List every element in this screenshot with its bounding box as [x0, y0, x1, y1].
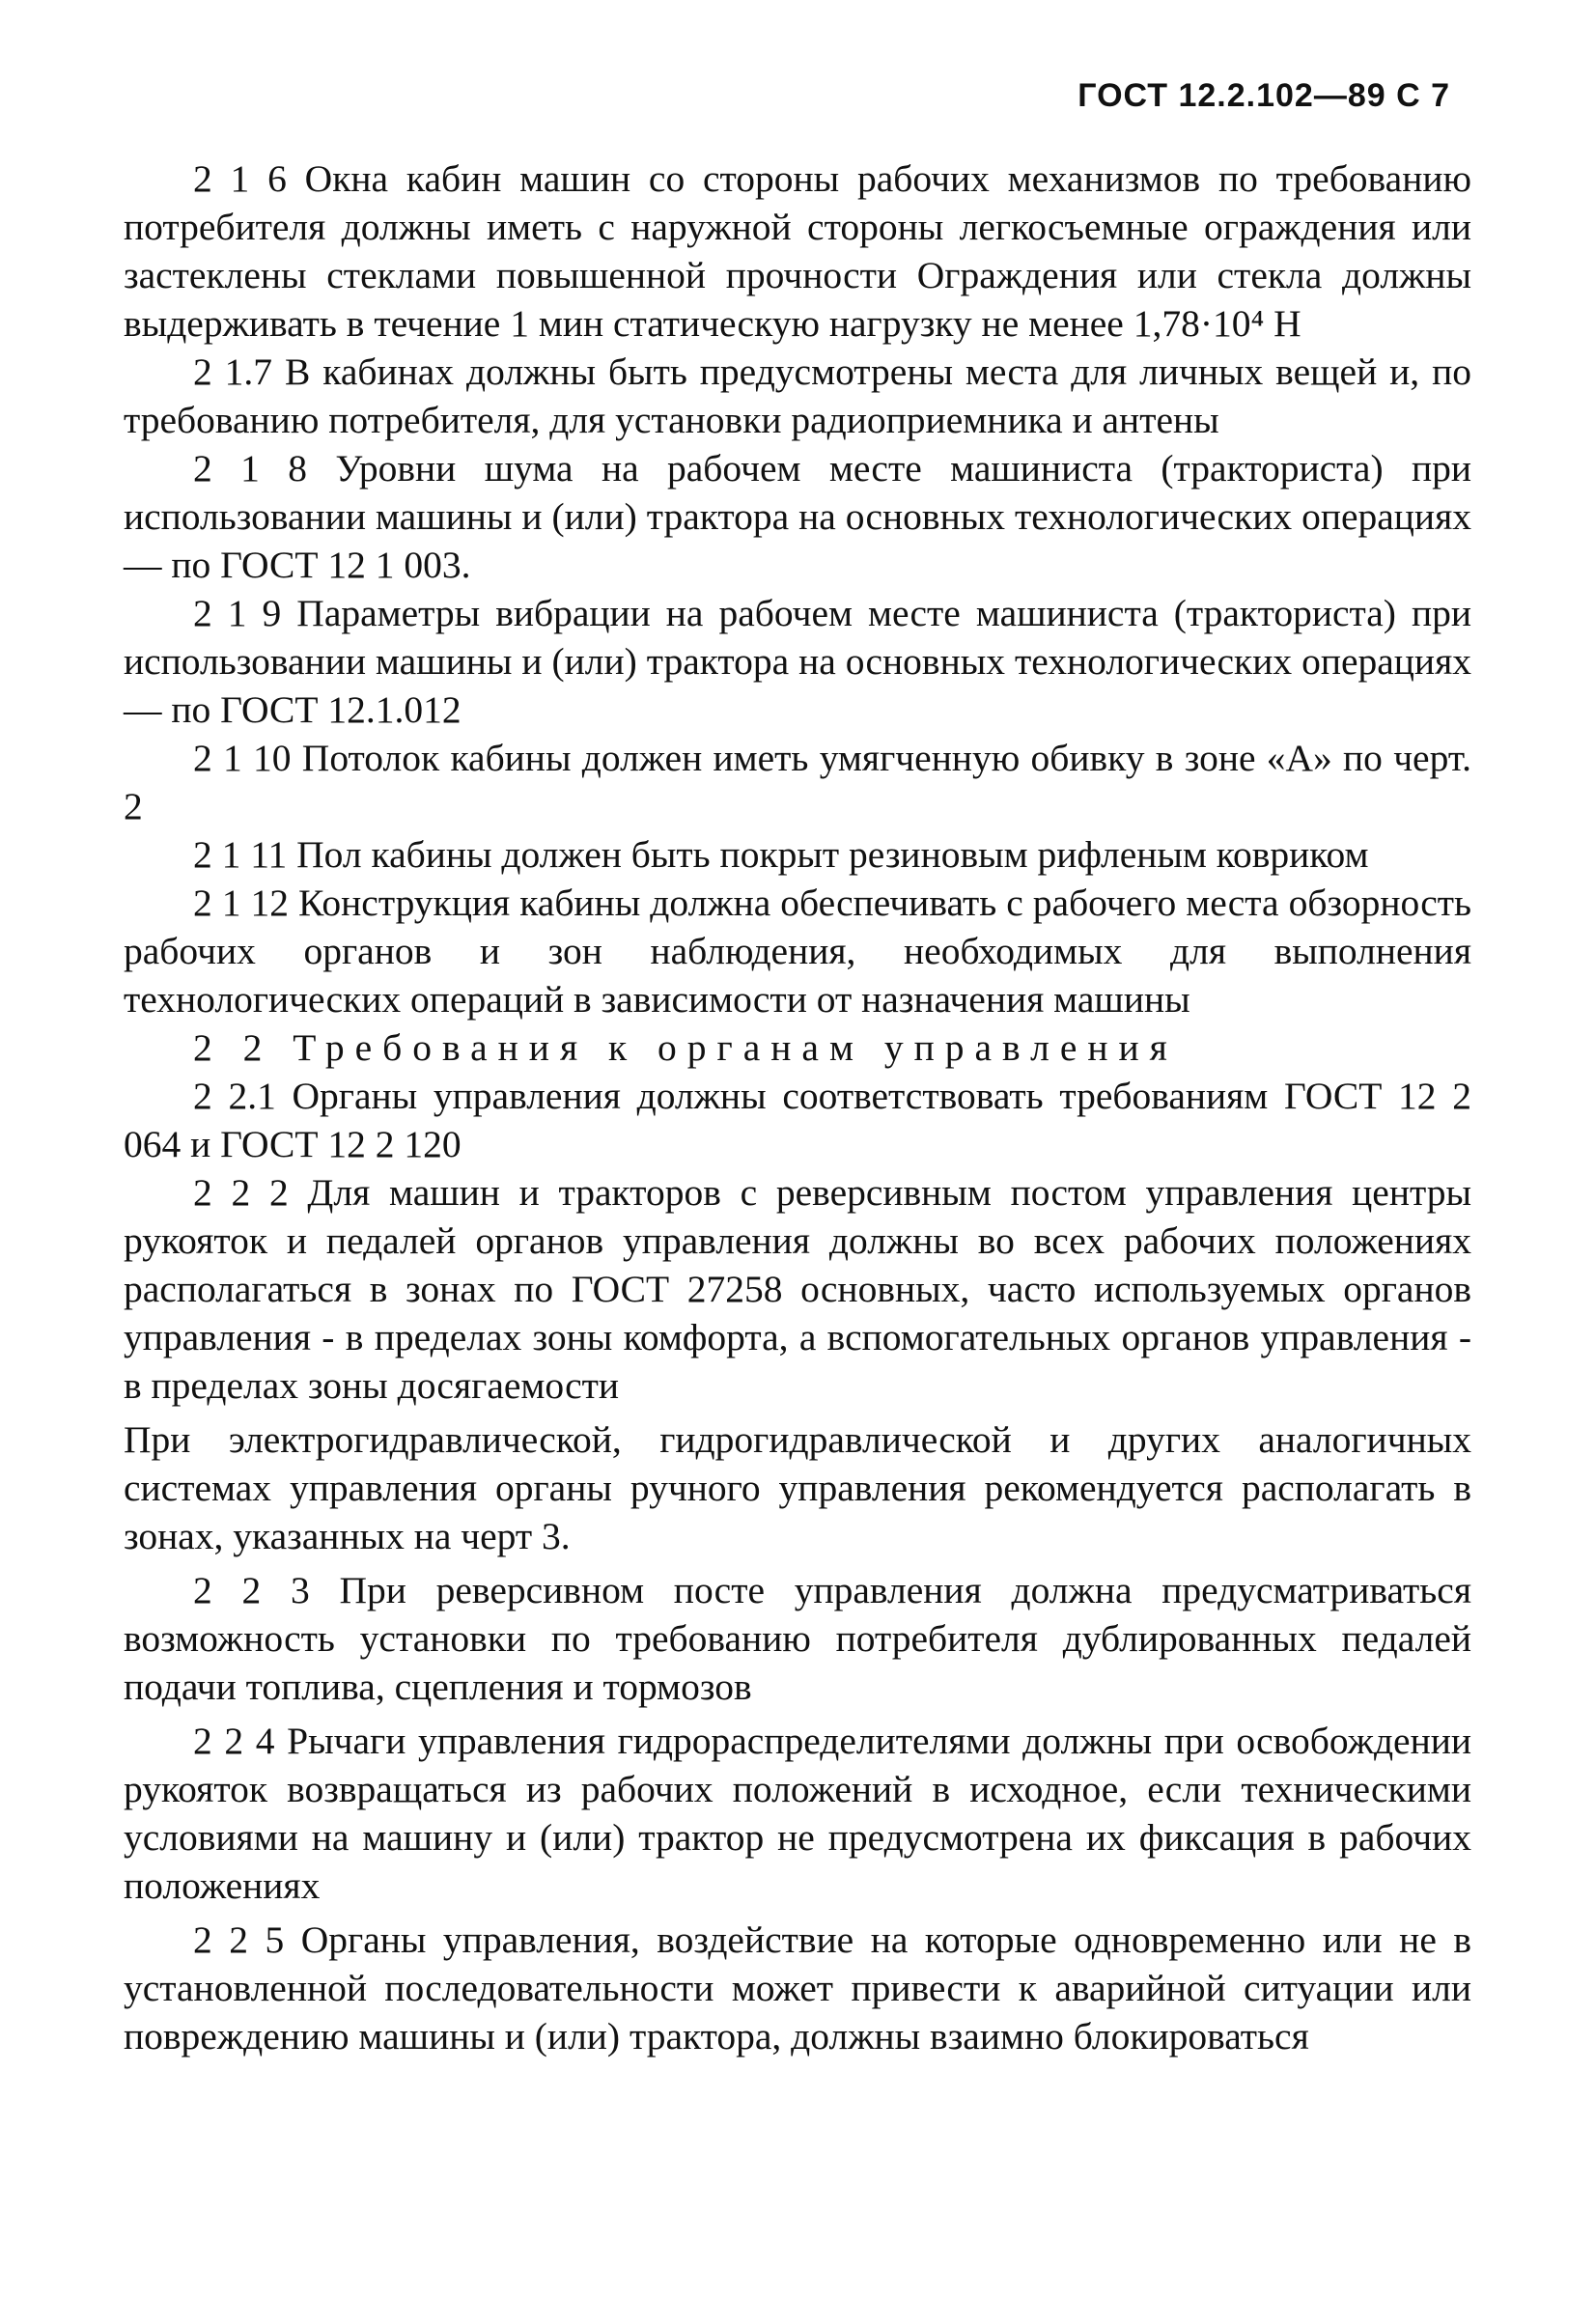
paragraph-2-2-2-note: При электрогидравлической, гидрогидравлической и других аналогичных системах управления органы ручного управления рекомендуется располагать в зонах, указанных на черт 3.: [124, 1418, 1471, 1557]
paragraph-2-2-5: 2 2 5 Органы управления, воздействие на которые одновременно или не в установленной последовательности может привести к аварийной ситуации или повреждению машины и (или) трактора, должны взаимно блокироваться: [124, 1918, 1471, 2058]
paragraph-2-2-1: 2 2.1 Органы управления должны соответствовать требованиям ГОСТ 12 2 064 и ГОСТ 12 2 120: [124, 1075, 1471, 1165]
paragraph-2-2-4: 2 2 4 Рычаги управления гидрораспределителями должны при освобождении рукояток возвращаться из рабочих положений в исходное, если техническими условиями на машину и (или) трактор не предусмотрена их фиксация в рабочих положениях: [124, 1720, 1471, 1907]
paragraph-2-1-10: 2 1 10 Потолок кабины должен иметь умягченную обивку в зоне «А» по черт. 2: [124, 737, 1471, 827]
body-text: [124, 154, 1471, 2060]
paragraph-2-1-7: 2 1.7 В кабинах должны быть предусмотрены места для личных вещей и, по требованию потребителя, для установки радиоприемника и антены: [124, 350, 1471, 441]
paragraph-2-1-12: 2 1 12 Конструкция кабины должна обеспечивать с рабочего места обзорность рабочих органов и зон наблюдения, необходимых для выполнения технологических операций в зависимости от назначения машины: [124, 882, 1471, 1021]
paragraph-2-1-9: 2 1 9 Параметры вибрации на рабочем месте машиниста (тракториста) при использовании машины и (или) трактора на основных технологических операциях — по ГОСТ 12.1.012: [124, 592, 1471, 731]
paragraph-2-1-11: 2 1 11 Пол кабины должен быть покрыт резиновым рифленым ковриком: [193, 833, 1369, 876]
paragraph-2-1-6: 2 1 6 Окна кабин машин со стороны рабочих механизмов по требованию потребителя должны иметь с наружной стороны легкосъемные ограждения или застеклены стеклами повышенной прочности Ограждения или стекла должны выдерживать в течение 1 мин статическую нагрузку не менее 1,78·10⁴ Н: [124, 157, 1471, 345]
page-header: ГОСТ 12.2.102—89 С 7: [1077, 77, 1450, 114]
paragraph-2-1-8: 2 1 8 Уровни шума на рабочем месте машиниста (тракториста) при использовании машины и (или) трактора на основных технологических операциях — по ГОСТ 12 1 003.: [124, 447, 1471, 586]
paragraph-2-2-3: 2 2 3 При реверсивном посте управления должна предусматриваться возможность установки по требованию потребителя дублированных педалей подачи топлива, сцепления и тормозов: [124, 1569, 1471, 1708]
paragraph-2-2-2: 2 2 2 Для машин и тракторов с реверсивным постом управления центры рукояток и педалей органов управления должны во всех рабочих положениях располагаться в зонах по ГОСТ 27258 основных, часто используемых органов управления - в пределах зоны комфорта, а вспомогательных органов управления - в пределах зоны досягаемости: [124, 1171, 1471, 1407]
section-title-2-2: 2 2 Требования к органам управления: [193, 1026, 1178, 1069]
